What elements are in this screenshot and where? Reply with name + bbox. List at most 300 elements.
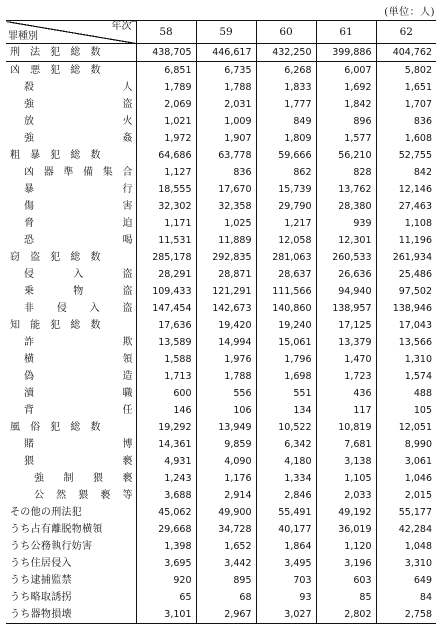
value-cell: 828: [316, 164, 376, 181]
row-label: [6, 181, 136, 198]
row-label: [6, 232, 136, 249]
table-row: [6, 555, 436, 572]
value-cell: 2,015: [376, 487, 436, 504]
row-label-char: 強: [24, 99, 35, 110]
value-cell: 94,940: [316, 283, 376, 300]
value-cell: 6,342: [256, 436, 316, 453]
row-label: その他の刑法犯: [10, 507, 83, 518]
value-cell: 3,310: [376, 555, 436, 572]
table-body: [6, 44, 436, 624]
value-cell: 84: [376, 589, 436, 606]
table-row: [6, 96, 436, 113]
row-label: [6, 419, 136, 436]
value-cell: 446,617: [196, 44, 256, 62]
crime-statistics-table: [6, 20, 436, 624]
value-cell: 2,914: [196, 487, 256, 504]
value-cell: 5,802: [376, 62, 436, 80]
row-label: [6, 334, 136, 351]
value-cell: 849: [256, 113, 316, 130]
value-cell: 12,051: [376, 419, 436, 436]
table-row: [6, 181, 436, 198]
value-cell: 1,651: [376, 79, 436, 96]
row-label-char: 入: [89, 303, 101, 314]
row-label-char: 乗: [24, 286, 35, 297]
row-label-cell: [6, 538, 136, 555]
value-cell: 63,778: [196, 147, 256, 164]
row-label: うち住居侵入: [10, 558, 72, 569]
row-label-cell: [6, 147, 136, 164]
value-cell: 25,486: [376, 266, 436, 283]
row-label-cell: [6, 249, 136, 266]
value-cell: 6,268: [256, 62, 316, 80]
row-label-cell: [6, 181, 136, 198]
table-row: [6, 334, 436, 351]
table-row: [6, 283, 436, 300]
row-label-char: 犯: [50, 47, 62, 58]
row-label-char: 強: [24, 133, 35, 144]
row-label: [6, 368, 136, 385]
row-label: [6, 283, 136, 300]
row-label: [6, 249, 136, 266]
row-label-char: 造: [122, 371, 134, 382]
row-label-char: 数: [90, 320, 102, 331]
value-cell: 1,788: [196, 79, 256, 96]
row-label-char: 盗: [122, 303, 134, 314]
row-label-cell: [6, 436, 136, 453]
value-cell: 13,762: [316, 181, 376, 198]
row-label-char: 知: [10, 320, 21, 331]
value-cell: 2,031: [196, 96, 256, 113]
value-cell: 49,900: [196, 504, 256, 521]
value-cell: 3,495: [256, 555, 316, 572]
value-cell: 2,033: [316, 487, 376, 504]
value-cell: 1,698: [256, 368, 316, 385]
table-row: [6, 572, 436, 589]
table-row: [6, 215, 436, 232]
table-row: [6, 351, 436, 368]
row-label-char: 法: [30, 47, 42, 58]
row-label-char: 数: [90, 422, 102, 433]
row-label-char: 行: [122, 184, 134, 195]
value-cell: 1,398: [136, 538, 196, 555]
header-corner-cell: [6, 21, 136, 44]
row-label-char: 盗: [122, 99, 134, 110]
row-label-cell: [6, 402, 136, 419]
value-cell: 138,946: [376, 300, 436, 317]
row-label-char: 放: [24, 116, 35, 127]
row-label-cell: [6, 79, 136, 96]
value-cell: 292,835: [196, 249, 256, 266]
row-label-cell: [6, 351, 136, 368]
value-cell: 1,025: [196, 215, 256, 232]
row-label-char: 数: [90, 65, 102, 76]
value-cell: 1,574: [376, 368, 436, 385]
row-label-char: 凶: [10, 65, 21, 76]
row-label-char: 備: [83, 167, 95, 178]
row-label-cell: [6, 470, 136, 487]
table-row: [6, 62, 436, 80]
row-label: [6, 79, 136, 96]
value-cell: 3,695: [136, 555, 196, 572]
value-cell: 556: [196, 385, 256, 402]
value-cell: 1,796: [256, 351, 316, 368]
row-label-char: 犯: [50, 422, 62, 433]
row-label-char: 欺: [122, 337, 134, 348]
row-label: [6, 96, 136, 113]
row-label-char: 暴: [24, 184, 35, 195]
value-cell: 1,127: [136, 164, 196, 181]
value-cell: 1,789: [136, 79, 196, 96]
row-label-char: 侵: [24, 269, 35, 280]
row-label-cell: [6, 368, 136, 385]
row-label-char: 博: [122, 439, 134, 450]
row-label: [6, 113, 136, 130]
value-cell: 1,176: [196, 470, 256, 487]
value-cell: 1,310: [376, 351, 436, 368]
row-label: うち逮捕監禁: [10, 575, 72, 586]
value-cell: 649: [376, 572, 436, 589]
table-row: [6, 198, 436, 215]
table-row: [6, 606, 436, 624]
row-label-char: 俗: [30, 422, 42, 433]
row-label-cell: [6, 164, 136, 181]
row-label-cell: [6, 589, 136, 606]
value-cell: 1,048: [376, 538, 436, 555]
value-cell: 59,666: [256, 147, 316, 164]
value-cell: 111,566: [256, 283, 316, 300]
row-label-char: 集: [102, 167, 114, 178]
value-cell: 3,688: [136, 487, 196, 504]
row-label-char: 合: [122, 167, 134, 178]
value-cell: 1,972: [136, 130, 196, 147]
row-label-cell: [6, 521, 136, 538]
value-cell: 42,284: [376, 521, 436, 538]
row-label-char: 入: [73, 269, 85, 280]
table-row: [6, 300, 436, 317]
value-cell: 3,442: [196, 555, 256, 572]
value-cell: 438,705: [136, 44, 196, 62]
value-cell: 1,046: [376, 470, 436, 487]
row-label-cell: [6, 283, 136, 300]
value-cell: 1,652: [196, 538, 256, 555]
row-label-char: 領: [122, 354, 134, 365]
row-label: [6, 487, 136, 504]
value-cell: 11,531: [136, 232, 196, 249]
row-label: [6, 266, 136, 283]
corner-label-category: 罪種別: [8, 31, 38, 42]
row-label-char: 物: [73, 286, 85, 297]
value-cell: 13,589: [136, 334, 196, 351]
row-label-char: 数: [90, 252, 102, 263]
value-cell: 1,692: [316, 79, 376, 96]
value-cell: 142,673: [196, 300, 256, 317]
row-label-cell: [6, 606, 136, 624]
row-label-cell: [6, 419, 136, 436]
table-row: [6, 44, 436, 62]
value-cell: 29,668: [136, 521, 196, 538]
table-row: [6, 419, 436, 436]
value-cell: 9,859: [196, 436, 256, 453]
year-header: 62: [376, 21, 436, 44]
row-label: [6, 402, 136, 419]
table-row: [6, 164, 436, 181]
row-label-cell: [6, 232, 136, 249]
row-label: [6, 453, 136, 470]
value-cell: 28,637: [256, 266, 316, 283]
row-label-char: 数: [90, 150, 102, 161]
row-label-char: 賭: [24, 439, 35, 450]
value-cell: 146: [136, 402, 196, 419]
row-label-char: 恐: [24, 235, 35, 246]
row-label-char: 猥: [93, 473, 104, 484]
value-cell: 15,739: [256, 181, 316, 198]
value-cell: 14,361: [136, 436, 196, 453]
table-row: [6, 147, 436, 164]
row-label-char: 犯: [50, 252, 62, 263]
value-cell: 3,196: [316, 555, 376, 572]
row-label-cell: [6, 113, 136, 130]
row-label-char: 粗: [10, 150, 21, 161]
year-header: 60: [256, 21, 316, 44]
table-row: [6, 521, 436, 538]
value-cell: 18,555: [136, 181, 196, 198]
year-header: 59: [196, 21, 256, 44]
row-label-char: 職: [122, 388, 134, 399]
value-cell: 147,454: [136, 300, 196, 317]
value-cell: 3,138: [316, 453, 376, 470]
row-label-char: 背: [24, 405, 35, 416]
value-cell: 1,105: [316, 470, 376, 487]
value-cell: 17,125: [316, 317, 376, 334]
value-cell: 140,860: [256, 300, 316, 317]
value-cell: 1,788: [196, 368, 256, 385]
value-cell: 4,931: [136, 453, 196, 470]
row-label: うち公務執行妨害: [10, 541, 93, 552]
row-label-char: 能: [30, 320, 42, 331]
table-row: [6, 453, 436, 470]
value-cell: 836: [196, 164, 256, 181]
value-cell: 2,846: [256, 487, 316, 504]
value-cell: 1,976: [196, 351, 256, 368]
table-row: [6, 589, 436, 606]
row-label-char: 盗: [122, 269, 134, 280]
value-cell: 1,171: [136, 215, 196, 232]
row-label: [6, 130, 136, 147]
row-label-char: 窃: [10, 252, 21, 263]
value-cell: 34,728: [196, 521, 256, 538]
value-cell: 939: [316, 215, 376, 232]
value-cell: 32,358: [196, 198, 256, 215]
value-cell: 1,588: [136, 351, 196, 368]
value-cell: 121,291: [196, 283, 256, 300]
value-cell: 2,758: [376, 606, 436, 624]
value-cell: 1,777: [256, 96, 316, 113]
table-row: [6, 368, 436, 385]
row-label-char: 数: [90, 47, 102, 58]
value-cell: 49,192: [316, 504, 376, 521]
value-cell: 13,379: [316, 334, 376, 351]
value-cell: 703: [256, 572, 316, 589]
row-label-cell: [6, 266, 136, 283]
value-cell: 13,566: [376, 334, 436, 351]
value-cell: 1,707: [376, 96, 436, 113]
value-cell: 52,755: [376, 147, 436, 164]
table-row: [6, 436, 436, 453]
table-row: [6, 317, 436, 334]
row-label-char: 喝: [122, 235, 134, 246]
row-label: [6, 147, 136, 164]
table-row: [6, 266, 436, 283]
row-label: うち占有離脱物横領: [10, 524, 103, 535]
value-cell: 17,043: [376, 317, 436, 334]
value-cell: 3,027: [256, 606, 316, 624]
row-label-cell: [6, 453, 136, 470]
row-label-char: 瀆: [24, 388, 35, 399]
value-cell: 17,636: [136, 317, 196, 334]
value-cell: 26,636: [316, 266, 376, 283]
year-header: 58: [136, 21, 196, 44]
row-label-char: 準: [63, 167, 75, 178]
value-cell: 6,851: [136, 62, 196, 80]
row-label-cell: [6, 96, 136, 113]
value-cell: 10,522: [256, 419, 316, 436]
value-cell: 28,380: [316, 198, 376, 215]
value-cell: 15,061: [256, 334, 316, 351]
row-label-cell: [6, 198, 136, 215]
value-cell: 1,009: [196, 113, 256, 130]
row-label-char: 犯: [50, 320, 62, 331]
row-label: [6, 351, 136, 368]
value-cell: 10,819: [316, 419, 376, 436]
row-label-char: 総: [70, 65, 82, 76]
value-cell: 138,957: [316, 300, 376, 317]
value-cell: 55,491: [256, 504, 316, 521]
row-label-char: 刑: [10, 47, 21, 58]
row-label-char: 公: [34, 490, 45, 501]
value-cell: 1,120: [316, 538, 376, 555]
value-cell: 105: [376, 402, 436, 419]
row-label: [6, 470, 136, 487]
row-label-cell: [6, 385, 136, 402]
row-label-char: 盗: [30, 252, 42, 263]
value-cell: 11,889: [196, 232, 256, 249]
value-cell: 6,007: [316, 62, 376, 80]
value-cell: 56,210: [316, 147, 376, 164]
row-label-char: 人: [122, 82, 134, 93]
table-row: [6, 487, 436, 504]
row-label-cell: [6, 317, 136, 334]
value-cell: 68: [196, 589, 256, 606]
row-label-char: 凶: [24, 167, 35, 178]
value-cell: 12,146: [376, 181, 436, 198]
value-cell: 1,723: [316, 368, 376, 385]
row-label-char: 総: [70, 150, 82, 161]
row-label-char: 任: [122, 405, 134, 416]
row-label-char: 姦: [122, 133, 134, 144]
row-label-char: 総: [70, 320, 82, 331]
row-label: [6, 317, 136, 334]
row-label-char: 横: [24, 354, 35, 365]
value-cell: 285,178: [136, 249, 196, 266]
row-label: [6, 62, 136, 79]
row-label-cell: [6, 572, 136, 589]
row-label-char: 総: [70, 252, 82, 263]
value-cell: 281,063: [256, 249, 316, 266]
value-cell: 261,934: [376, 249, 436, 266]
unit-note: (単位：人): [384, 7, 435, 18]
value-cell: 45,062: [136, 504, 196, 521]
table-row: [6, 470, 436, 487]
table-row: [6, 113, 436, 130]
table-row: [6, 504, 436, 521]
value-cell: 19,240: [256, 317, 316, 334]
value-cell: 55,177: [376, 504, 436, 521]
value-cell: 97,502: [376, 283, 436, 300]
value-cell: 32,302: [136, 198, 196, 215]
row-label-char: 犯: [50, 150, 62, 161]
row-label-char: 迫: [122, 218, 134, 229]
value-cell: 12,058: [256, 232, 316, 249]
value-cell: 19,420: [196, 317, 256, 334]
table-row: [6, 385, 436, 402]
value-cell: 436: [316, 385, 376, 402]
value-cell: 1,108: [376, 215, 436, 232]
value-cell: 4,180: [256, 453, 316, 470]
row-label: [6, 436, 136, 453]
value-cell: 17,670: [196, 181, 256, 198]
value-cell: 896: [316, 113, 376, 130]
table-row: [6, 402, 436, 419]
value-cell: 7,681: [316, 436, 376, 453]
row-label-char: 暴: [30, 150, 42, 161]
value-cell: 27,463: [376, 198, 436, 215]
table-row: [6, 232, 436, 249]
value-cell: 3,101: [136, 606, 196, 624]
row-label-char: 害: [122, 201, 134, 212]
value-cell: 1,809: [256, 130, 316, 147]
value-cell: 28,871: [196, 266, 256, 283]
row-label: [6, 385, 136, 402]
row-label-char: 然: [56, 490, 68, 501]
value-cell: 8,990: [376, 436, 436, 453]
row-label-cell: [6, 555, 136, 572]
row-label-char: 風: [10, 422, 21, 433]
value-cell: 109,433: [136, 283, 196, 300]
value-cell: 836: [376, 113, 436, 130]
row-label-char: 非: [24, 303, 35, 314]
row-label-char: 褻: [100, 490, 112, 501]
value-cell: 65: [136, 589, 196, 606]
row-label: [6, 215, 136, 232]
value-cell: 404,762: [376, 44, 436, 62]
row-label-cell: [6, 44, 136, 62]
value-cell: 36,019: [316, 521, 376, 538]
row-label-char: 犯: [50, 65, 62, 76]
row-label-char: 猥: [24, 456, 35, 467]
value-cell: 40,177: [256, 521, 316, 538]
value-cell: 6,735: [196, 62, 256, 80]
value-cell: 1,334: [256, 470, 316, 487]
row-label-cell: [6, 504, 136, 521]
value-cell: 1,833: [256, 79, 316, 96]
row-label: [6, 44, 136, 61]
row-label: うち器物損壊: [10, 609, 72, 620]
value-cell: 4,090: [196, 453, 256, 470]
row-label-char: 褻: [122, 456, 134, 467]
value-cell: 29,790: [256, 198, 316, 215]
row-label-cell: [6, 130, 136, 147]
row-label-char: 偽: [24, 371, 35, 382]
